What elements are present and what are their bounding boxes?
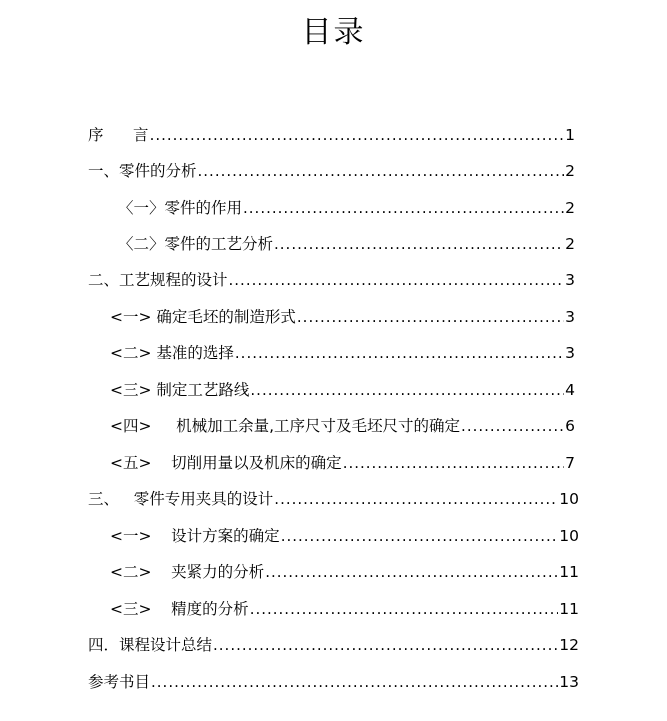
toc-entry-preface[interactable] [88, 124, 575, 146]
toc-entry-design-scheme[interactable] [110, 525, 579, 547]
toc-dot-leader [229, 269, 565, 291]
toc-entry-label: <五> 切削用量以及机床的确定 [110, 454, 342, 472]
toc-entry-label: 二、工艺规程的设计 [88, 271, 228, 289]
toc-page-number: 6 [565, 417, 575, 435]
toc-page-number: 10 [559, 527, 579, 545]
toc-entry-label: <四> 机械加工余量,工序尺寸及毛坯尺寸的确定 [110, 417, 461, 435]
toc-dot-leader [151, 671, 558, 693]
toc-dot-leader [265, 561, 558, 583]
toc-entry-label: <一> 设计方案的确定 [110, 527, 280, 545]
toc-entry-process-route[interactable] [110, 379, 575, 401]
toc-entry-label: 〈二〉零件的工艺分析 [118, 235, 274, 253]
toc-entry-label: <二> 夹紧力的分析 [110, 563, 265, 581]
toc-entry-part-analysis[interactable] [88, 160, 575, 182]
toc-dot-leader [343, 452, 564, 474]
toc-entry-label: 三、 零件专用夹具的设计 [88, 490, 274, 508]
toc-entry-references[interactable] [88, 671, 579, 693]
toc-entry-cutting-parameters[interactable] [110, 452, 575, 474]
toc-dot-leader [243, 197, 564, 219]
toc-page-number: 3 [565, 308, 575, 326]
toc-entry-label: 四．课程设计总结 [88, 636, 213, 654]
toc-entry-label: <一> 确定毛坯的制造形式 [110, 308, 296, 326]
toc-dot-leader [235, 342, 564, 364]
toc-entry-datum-selection[interactable] [110, 342, 575, 364]
toc-dot-leader [297, 306, 564, 328]
toc-page-number: 2 [565, 162, 575, 180]
toc-dot-leader [198, 160, 565, 182]
toc-entry-label: <三> 制定工艺路线 [110, 381, 250, 399]
toc-entry-part-function[interactable] [118, 197, 575, 219]
page-title: 目录 [301, 15, 366, 50]
toc-page-number: 11 [559, 563, 579, 581]
toc-entry-machining-allowance[interactable] [110, 415, 575, 437]
toc-page-number: 3 [565, 344, 575, 362]
toc-page-number: 13 [559, 673, 579, 691]
toc-dot-leader [274, 488, 558, 510]
toc-page-number: 12 [559, 636, 579, 654]
toc-page-number: 2 [565, 235, 575, 253]
toc-page-number: 1 [565, 126, 575, 144]
toc-entry-summary[interactable] [88, 634, 579, 656]
toc-dot-leader [250, 598, 559, 620]
toc-dot-leader [250, 379, 564, 401]
toc-entry-process-analysis[interactable] [118, 233, 575, 255]
toc-entry-label: 参考书目 [88, 673, 151, 691]
toc-dot-leader [281, 525, 559, 547]
toc-entry-label: <二> 基准的选择 [110, 344, 234, 362]
toc-page-number: 7 [565, 454, 575, 472]
toc-dot-leader [150, 124, 565, 146]
toc-entry-clamping-force[interactable] [110, 561, 579, 583]
toc-entry-process-design[interactable] [88, 269, 575, 291]
toc-page-number: 2 [565, 199, 575, 217]
toc-entry-label: 序 言 [88, 126, 149, 144]
toc-entry-label: 〈一〉零件的作用 [118, 199, 243, 217]
toc-page-number: 10 [559, 490, 579, 508]
toc-entry-label: <三> 精度的分析 [110, 600, 249, 618]
toc-page-number: 11 [559, 600, 579, 618]
toc-entry-label: 一、零件的分析 [88, 162, 197, 180]
toc-page-number: 3 [565, 271, 575, 289]
toc-entry-blank-form[interactable] [110, 306, 575, 328]
toc-entry-fixture-design[interactable] [88, 488, 579, 510]
toc-dot-leader [274, 233, 564, 255]
toc-page-number: 4 [565, 381, 575, 399]
toc-dot-leader [461, 415, 564, 437]
toc-dot-leader [213, 634, 558, 656]
toc-entry-accuracy-analysis[interactable] [110, 598, 579, 620]
